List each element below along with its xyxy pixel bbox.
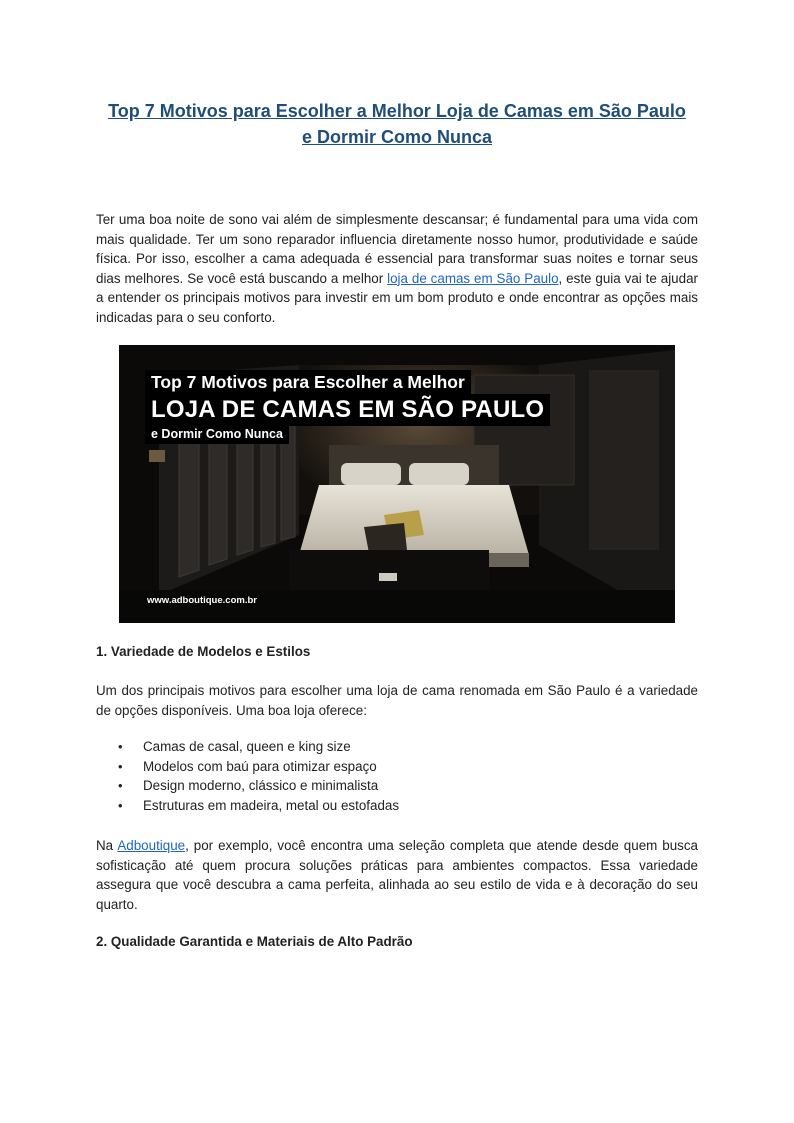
- loja-de-camas-link[interactable]: loja de camas em São Paulo: [387, 270, 559, 286]
- hero-image: [119, 345, 675, 623]
- section-1-closing-paragraph: Na Adboutique, por exemplo, você encontra uma seleção completa que atende desde quem busca sofisticação até quem procura soluções práticas para ambientes compactos. Essa variedade assegura que você descubra a cama perfeita, alinhada ao seu estilo de vida e à decoração do seu quarto.: [96, 838, 698, 912]
- list-item: • Camas de casal, queen e king size: [96, 737, 399, 757]
- section-1-heading: 1. Variedade de Modelos e Estilos: [96, 644, 311, 659]
- bullet-icon: •: [118, 739, 123, 754]
- page-title: [96, 98, 698, 150]
- section-1-paragraph: Um dos principais motivos para escolher uma loja de cama renomada em São Paulo é a variedade de opções disponíveis. Uma boa loja oferece:: [96, 683, 698, 718]
- adboutique-link[interactable]: Adboutique: [117, 838, 186, 853]
- hero-line-1: Top 7 Motivos para Escolher a Melhor: [145, 370, 471, 395]
- bullet-list: [96, 737, 399, 815]
- intro-text-before: Ter uma boa noite de sono vai além de simplesmente descansar; é fundamental para uma vida com mais qualidade. Ter um sono reparador influencia diretamente nosso humor, produtividade e saúde física. Por isso, escolher a cama adequada é essencial para transformar suas noites e tornar seus dias melhores. Se você está buscando a melhor: [96, 212, 698, 286]
- section-2-heading: 2. Qualidade Garantida e Materiais de Alto Padrão: [96, 934, 413, 949]
- title-line-2: e Dormir Como Nunca: [301, 127, 493, 147]
- intro-text-after: , este guia vai te ajudar a entender os principais motivos para investir em um bom produto e onde encontrar as opções mais indicadas para o seu conforto.: [96, 270, 698, 325]
- bullet-icon: •: [118, 778, 123, 794]
- hero-url: www.adboutique.com.br: [147, 595, 257, 606]
- list-item: • Modelos com baú para otimizar espaço: [96, 757, 399, 777]
- title-line-1: Top 7 Motivos para Escolher a Melhor Loja de Camas em São Paulo: [108, 101, 686, 121]
- list-item: • Design moderno, clássico e minimalista: [96, 776, 399, 796]
- intro-paragraph: [96, 210, 698, 328]
- hero-line-2: LOJA DE CAMAS EM SÃO PAULO: [145, 394, 550, 426]
- bullet-icon: •: [118, 797, 123, 813]
- bullet-icon: •: [118, 758, 123, 774]
- hero-line-3: e Dormir Como Nunca: [145, 425, 289, 444]
- list-item: • Estruturas em madeira, metal ou estofadas: [96, 796, 399, 816]
